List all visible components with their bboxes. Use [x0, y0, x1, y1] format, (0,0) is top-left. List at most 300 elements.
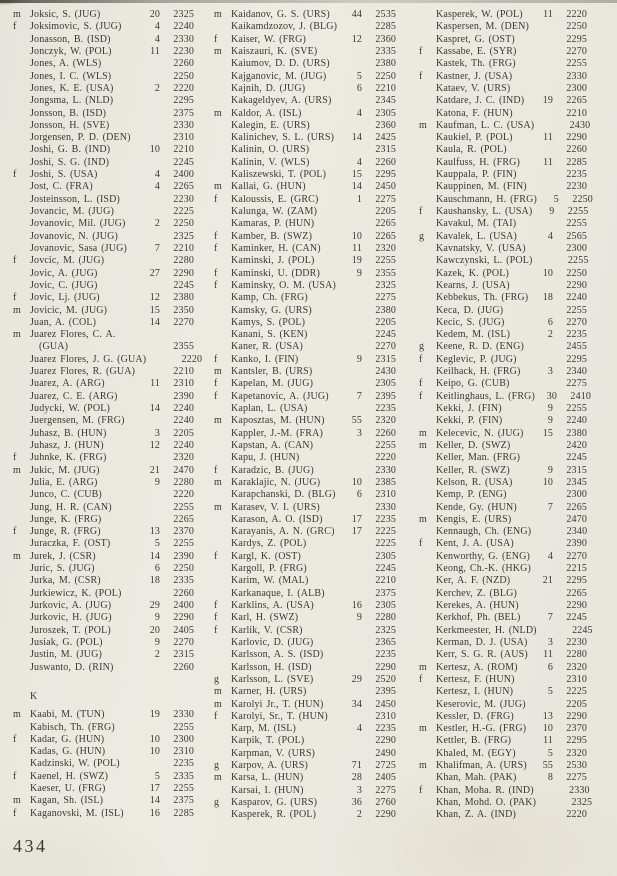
- rating-list-entry: [214, 674, 396, 686]
- rating-value: 2300: [173, 733, 194, 745]
- player-name: Kalunga, W. (ZAM): [231, 206, 318, 217]
- player-name: Karolyi Jr., T. (HUN): [231, 698, 324, 710]
- rating-value: 2405: [375, 772, 396, 784]
- rating-list-entry: [13, 46, 194, 58]
- player-name: Juraczka, F. (OST): [30, 538, 111, 550]
- title-letter: g: [214, 797, 220, 808]
- rating-list-entry: [214, 317, 396, 329]
- player-name: Kearns, J. (USA): [436, 279, 510, 291]
- rating-list-entry: [13, 428, 194, 440]
- rating-list-entry: [419, 538, 587, 550]
- player-name: Keong, Ch.-K. (HKG): [436, 563, 531, 575]
- games-count: 10: [542, 476, 553, 488]
- rating-list-entry: [419, 748, 587, 760]
- title-letter: f: [419, 390, 423, 402]
- player-name: Keserovic, M. (JUG): [436, 698, 526, 710]
- rating-value: 2205: [375, 316, 396, 328]
- rating-value: 2340: [566, 366, 587, 378]
- rating-value: 2210: [173, 144, 194, 156]
- rating-value: 2210: [375, 82, 396, 94]
- player-name: Kestler, H.-G. (FRG): [436, 723, 527, 735]
- rating-list-entry: [214, 748, 396, 760]
- player-name: Juhasz, J. (HUN): [30, 439, 104, 451]
- rating-list-entry: [13, 477, 194, 489]
- rating-list-entry: [13, 649, 194, 661]
- player-name: Jones, K. E. (USA): [30, 82, 114, 94]
- games-count: 9: [154, 476, 160, 488]
- rating-value: 2430: [569, 119, 591, 131]
- games-count: 9: [356, 612, 362, 624]
- player-name: Jovanovic, N. (JUG): [30, 230, 119, 242]
- rating-list-entry: [419, 415, 587, 427]
- rating-value: 2380: [566, 427, 587, 439]
- player-name: Keene, R. D. (ENG): [436, 341, 524, 353]
- title-letter: m: [214, 698, 222, 710]
- player-name: Kecic, S. (JUG): [436, 316, 505, 328]
- games-count: 30: [546, 390, 558, 402]
- rating-list-entry: [13, 34, 194, 46]
- rating-list-entry: [214, 132, 396, 144]
- player-name: Keitlinghaus, L. (FRG): [436, 390, 536, 402]
- title-letter: m: [214, 9, 222, 20]
- rating-value: 2210: [375, 575, 396, 587]
- rating-value: 2230: [173, 45, 194, 57]
- rating-list-entry: [214, 575, 396, 587]
- rating-list-entry: [419, 255, 587, 267]
- title-letter: m: [13, 464, 21, 476]
- player-name: Kelecevic, N. (JUG): [436, 427, 524, 439]
- rating-value: 2400: [173, 600, 194, 611]
- rating-list-entry: [214, 218, 396, 230]
- rating-list-entry: [214, 465, 396, 477]
- rating-list-entry: [419, 21, 587, 33]
- rating-value: 2535: [375, 9, 396, 20]
- player-name: Josteinsson, L. (ISD): [30, 193, 120, 205]
- player-name: Kemp, P. (ENG): [436, 489, 507, 501]
- player-name: Kaplan, L. (USA): [231, 403, 308, 414]
- rating-value: 2280: [173, 255, 194, 267]
- rating-value: 2395: [375, 390, 396, 402]
- rating-list-entry: [13, 243, 194, 255]
- games-count: 14: [149, 550, 160, 562]
- player-name: Jovicic, M. (JUG): [30, 304, 108, 316]
- games-count: 5: [547, 686, 553, 698]
- rating-list-entry: [13, 746, 194, 758]
- rating-value: 2725: [375, 760, 396, 772]
- player-name: Juarez Flores, R. (GUA): [30, 366, 136, 378]
- rating-value: 2350: [173, 304, 194, 316]
- rating-value: 2245: [173, 156, 194, 168]
- rating-list-entry: [419, 760, 587, 772]
- rating-list-entry: [13, 9, 194, 21]
- player-name: Kasparov, G. (URS): [231, 797, 318, 808]
- rating-value: 2215: [566, 563, 587, 575]
- games-count: 4: [154, 33, 160, 45]
- player-name: Karaklajic, N. (JUG): [231, 476, 321, 488]
- games-count: 34: [351, 698, 362, 710]
- player-name: Kaikamdzozov, J. (BLG): [231, 21, 338, 33]
- rating-value: 2290: [173, 267, 194, 279]
- rating-list-entry: [419, 575, 587, 587]
- rating-value: 2330: [173, 33, 194, 45]
- title-letter: g: [214, 760, 220, 772]
- player-name: Karlovic, D. (JUG): [231, 636, 314, 648]
- rating-list-entry: [214, 649, 396, 661]
- rating-list-entry: [13, 378, 194, 390]
- rating-value: 2265: [566, 501, 587, 513]
- rating-list-entry: [214, 735, 396, 747]
- title-letter: m: [214, 415, 222, 427]
- rating-value: 2220: [566, 9, 587, 20]
- rating-value: 2260: [173, 661, 194, 673]
- rating-list-entry: [214, 699, 396, 711]
- games-count: 2: [154, 218, 160, 230]
- games-count: 5: [553, 193, 559, 205]
- player-name: Karayanis, A. N. (GRC): [231, 526, 335, 538]
- rating-value: 2245: [566, 452, 587, 464]
- rating-value: 2450: [375, 181, 396, 193]
- title-letter: m: [214, 45, 222, 57]
- rating-value: 2265: [375, 218, 396, 230]
- rating-list-entry: [13, 489, 194, 501]
- player-name: Karpov, A. (URS): [231, 760, 308, 772]
- rating-list-entry: [419, 686, 587, 698]
- rating-list-entry: [419, 243, 587, 255]
- title-letter: f: [214, 279, 218, 291]
- rating-list-entry: [419, 9, 587, 21]
- rating-value: 2325: [173, 230, 194, 242]
- games-count: 11: [543, 156, 553, 168]
- player-name: Kaushansky, L. (USA): [436, 206, 533, 217]
- rating-value: 2220: [173, 82, 194, 94]
- player-name: Kamber, B. (SWZ): [231, 230, 313, 242]
- rating-list-entry: [419, 649, 587, 661]
- rating-value: 2335: [173, 575, 194, 587]
- rating-list-entry: [13, 132, 194, 144]
- rating-list-entry: [419, 144, 587, 156]
- rating-value: 2210: [173, 366, 194, 378]
- title-letter: f: [419, 45, 423, 57]
- player-name: Kaspret, G. (OST): [436, 33, 515, 45]
- title-letter: f: [214, 600, 218, 611]
- player-name: Kaminsky, O. M. (USA): [231, 279, 336, 291]
- rating-value: 2305: [375, 378, 396, 390]
- player-name: Keilhack, H. (FRG): [436, 366, 521, 378]
- rating-list-entry: [214, 526, 396, 538]
- rating-list-entry: [214, 292, 396, 304]
- title-letter: m: [13, 9, 21, 20]
- rating-value: 2305: [375, 600, 396, 611]
- rating-list-entry: [214, 243, 396, 255]
- rating-value: 2280: [375, 612, 396, 624]
- games-count: 28: [351, 772, 362, 784]
- rating-list-entry: [13, 366, 194, 378]
- rating-list-entry: [13, 391, 194, 403]
- player-name: Kent, J. A. (USA): [436, 538, 514, 550]
- player-name: Karl, H. (SWZ): [231, 612, 299, 624]
- rating-value: 2455: [566, 341, 587, 353]
- rating-list-entry: [13, 218, 194, 230]
- rating-value: 2250: [173, 563, 194, 575]
- games-count: 5: [547, 747, 553, 759]
- player-name: Jukic, M. (JUG): [30, 464, 100, 476]
- rating-value: 2205: [173, 427, 194, 439]
- rating-value: 2295: [566, 33, 587, 45]
- games-count: 12: [149, 292, 160, 304]
- rating-value: 2430: [375, 366, 396, 378]
- rating-list-entry: [214, 231, 396, 243]
- player-name: Karlsson, A. S. (ISD): [231, 649, 324, 661]
- title-letter: f: [13, 452, 17, 464]
- games-count: 18: [542, 292, 553, 304]
- player-name: Justin, M. (JUG): [30, 649, 103, 661]
- player-name: Joshi, S. (USA): [30, 169, 98, 181]
- title-letter: f: [214, 267, 218, 279]
- rating-list-entry: [419, 378, 587, 390]
- rating-list-entry: [214, 21, 396, 33]
- player-name: Kertesz, F. (HUN): [436, 673, 515, 685]
- rating-list-entry: [419, 699, 587, 711]
- rating-list-entry: [214, 785, 396, 797]
- rating-value: 2345: [375, 95, 396, 107]
- rating-list-entry: [214, 46, 396, 58]
- player-name: Kaidanov, G. S. (URS): [231, 9, 330, 20]
- rating-list-entry: [214, 760, 396, 772]
- games-count: 11: [543, 649, 553, 661]
- games-count: 5: [154, 770, 160, 782]
- rating-value: 2245: [572, 624, 593, 636]
- rating-value: 2380: [173, 292, 194, 304]
- rating-value: 2345: [566, 476, 587, 488]
- rating-value: 2470: [566, 513, 587, 525]
- rating-list-entry: [419, 169, 587, 181]
- games-count: 4: [356, 156, 362, 168]
- player-name: Kaiszauri, K. (SVE): [231, 45, 318, 57]
- rating-list-entry: [214, 120, 396, 132]
- player-name: Kantsler, B. (URS): [231, 366, 313, 378]
- player-name: Kamsky, G. (URS): [231, 304, 312, 316]
- title-letter: m: [419, 119, 427, 131]
- rating-list-entry: [13, 722, 194, 734]
- rating-value: 2295: [566, 353, 587, 365]
- rating-value: 2250: [566, 21, 587, 33]
- rating-value: 2235: [375, 649, 396, 661]
- player-name: Kajganovic, M. (JUG): [231, 70, 327, 82]
- rating-value: 2365: [375, 636, 396, 648]
- games-count: 17: [351, 513, 362, 525]
- player-name: Kadzinski, W. (POL): [30, 758, 120, 770]
- title-letter: f: [214, 33, 218, 45]
- scan-edge-top: [0, 0, 617, 3]
- player-name: Jovic, Lj. (JUG): [30, 292, 100, 304]
- rating-list-entry: [13, 637, 194, 649]
- player-name: Kassabe, E. (SYR): [436, 45, 517, 57]
- games-count: 44: [351, 9, 362, 20]
- rating-value: 2225: [375, 526, 396, 538]
- player-name: Kerekes, A. (HUN): [436, 600, 519, 611]
- title-letter: m: [13, 550, 21, 562]
- rating-value: 2270: [566, 550, 587, 562]
- rating-value: 2240: [173, 415, 194, 427]
- rating-list-entry: [214, 157, 396, 169]
- rating-value: 2280: [173, 476, 194, 488]
- title-letter: f: [214, 242, 218, 254]
- rating-list-entry: [13, 526, 194, 538]
- rating-list-entry: [13, 795, 194, 807]
- rating-list-entry: [214, 538, 396, 550]
- player-name: Kagan, Sh. (ISL): [30, 795, 104, 807]
- rating-list-entry: [214, 305, 396, 317]
- rating-value: 2355: [375, 267, 396, 279]
- player-name: Junge, K. (FRG): [30, 513, 102, 525]
- player-name: Kazek, K. (POL): [436, 267, 509, 279]
- rating-list-entry: [13, 317, 194, 329]
- rating-list-entry: [419, 526, 587, 538]
- rating-value: 2260: [375, 427, 396, 439]
- rating-list-entry: [214, 723, 396, 735]
- rating-value: 2235: [375, 513, 396, 525]
- rating-value: 2380: [375, 304, 396, 316]
- rating-list-entry: [419, 723, 587, 735]
- rating-list-entry: [13, 21, 194, 33]
- player-name: Jurkovic, A. (JUG): [30, 600, 112, 611]
- rating-list-entry: [419, 181, 587, 193]
- rating-value: 2470: [173, 464, 194, 476]
- player-name: Junge, R. (FRG): [30, 526, 101, 538]
- title-letter: f: [214, 710, 218, 722]
- games-count: 27: [149, 267, 160, 279]
- title-letter: f: [214, 230, 218, 242]
- player-name: Kaukiel, P. (POL): [436, 132, 513, 144]
- player-name: Kessler, D. (FRG): [436, 710, 514, 722]
- rating-value: 2760: [375, 797, 396, 808]
- games-count: 14: [351, 132, 362, 144]
- title-letter: f: [214, 378, 218, 390]
- rating-value: 2245: [375, 329, 396, 341]
- title-letter: f: [13, 770, 17, 782]
- rating-value: 2395: [375, 686, 396, 698]
- rating-value: 2265: [566, 95, 587, 107]
- rating-value: 2305: [375, 107, 396, 119]
- games-count: 6: [356, 82, 362, 94]
- games-count: 29: [351, 673, 362, 685]
- player-name: Kastner, J. (USA): [436, 70, 513, 82]
- rating-value: 2255: [173, 721, 194, 733]
- rating-value: 2290: [375, 809, 396, 821]
- player-name: Kaloussis, E. (GRC): [231, 193, 319, 205]
- rating-value: 2220: [173, 489, 194, 501]
- rating-list-entry: [214, 686, 396, 698]
- games-count: 9: [154, 612, 160, 624]
- player-name: Kasperek, W. (POL): [436, 9, 523, 20]
- rating-list-entry: [419, 711, 587, 723]
- player-name: Kavnatsky, V. (USA): [436, 242, 526, 254]
- rating-value: 2315: [566, 464, 587, 476]
- games-count: 20: [149, 9, 160, 20]
- title-letter: m: [13, 329, 21, 341]
- title-letter: m: [214, 107, 222, 119]
- rating-value: 2330: [375, 501, 396, 513]
- player-name: Karapchanski, D. (BLG): [231, 489, 336, 501]
- games-count: 9: [356, 353, 362, 365]
- rating-value: 2320: [375, 415, 396, 427]
- title-letter: f: [13, 255, 17, 267]
- rating-column-2: [214, 9, 396, 822]
- player-name: Kaabi, M. (TUN): [30, 709, 105, 721]
- rating-value: 2375: [173, 107, 194, 119]
- rating-list-entry: [419, 563, 587, 575]
- title-letter: m: [214, 501, 222, 513]
- games-count: 4: [356, 107, 362, 119]
- rating-list-entry: [13, 551, 194, 563]
- rating-list-entry: [214, 662, 396, 674]
- rating-list-entry: [214, 797, 396, 809]
- games-count: 9: [547, 403, 553, 414]
- rating-value: 2255: [375, 255, 396, 267]
- rating-value: 2240: [566, 415, 587, 427]
- title-letter: m: [419, 513, 427, 525]
- rating-list-entry: [13, 157, 194, 169]
- rating-list-entry: [419, 452, 587, 464]
- rating-value: 2300: [566, 489, 587, 501]
- rating-list-entry: [419, 354, 587, 366]
- player-name: Kennaugh, Ch. (ENG): [436, 526, 532, 538]
- rating-value: 2225: [375, 538, 396, 550]
- title-letter: f: [214, 464, 218, 476]
- rating-value: 2310: [173, 746, 194, 758]
- player-name: Kanani, S. (KEN): [231, 329, 308, 341]
- rating-list-entry: [419, 231, 587, 243]
- section-letter: K: [30, 690, 38, 702]
- player-name: Jongsma, L. (NLD): [30, 95, 114, 107]
- rating-value: 2290: [566, 600, 587, 611]
- rating-value: 2325: [375, 279, 396, 291]
- games-count: 29: [149, 600, 160, 611]
- player-name: Juhasz, B. (HUN): [30, 427, 107, 439]
- rating-value: 2205: [566, 698, 587, 710]
- rating-list-entry: [13, 440, 194, 452]
- rating-value: 2390: [566, 538, 587, 550]
- player-name: Kataev, V. (URS): [436, 82, 511, 94]
- games-count: 16: [351, 600, 362, 611]
- rating-value: 2275: [566, 772, 587, 784]
- games-count: 21: [542, 575, 553, 587]
- games-count: 19: [542, 95, 553, 107]
- rating-list-entry: [419, 71, 587, 83]
- rating-list-entry: [419, 502, 587, 514]
- player-name: Kekki, J. (FIN): [436, 403, 502, 414]
- player-name: Kekki, P. (FIN): [436, 415, 503, 427]
- player-name: Kalegin, E. (URS): [231, 119, 310, 131]
- games-count: 71: [351, 760, 362, 772]
- rating-list-entry: [13, 194, 194, 206]
- rating-list-entry: [419, 193, 593, 206]
- games-count: 4: [547, 230, 553, 242]
- games-count: 6: [356, 489, 362, 501]
- rating-value: 2375: [375, 587, 396, 599]
- rating-list-entry: [214, 366, 396, 378]
- rating-list-entry: [13, 625, 194, 637]
- rating-list-entry: [419, 46, 587, 58]
- rating-value: 2260: [566, 144, 587, 156]
- rating-value: 2235: [173, 758, 194, 770]
- player-name: Kalinichev, S. L. (URS): [231, 132, 335, 144]
- player-name: Keller, D. (SWZ): [436, 439, 511, 451]
- player-name: Kebbekus, Th. (FRG): [436, 292, 529, 304]
- games-count: 12: [149, 439, 160, 451]
- rating-list-entry: [214, 612, 396, 624]
- rating-value: 2275: [566, 378, 587, 390]
